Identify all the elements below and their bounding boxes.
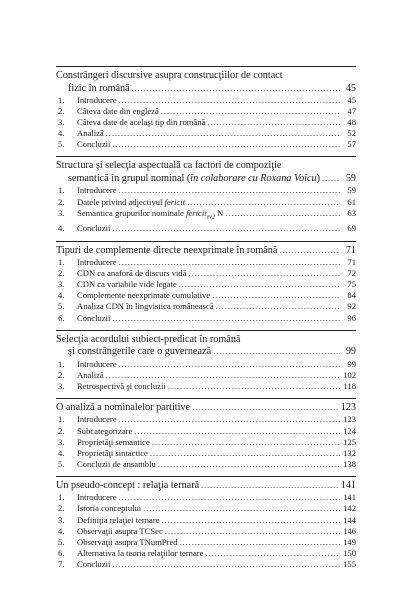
- entry-label: Alternativa la teoria relaţiilor ternare: [77, 547, 204, 558]
- toc-entry: [56, 268, 356, 279]
- entry-number: 6.: [58, 312, 65, 323]
- entry-page-number: 144: [343, 514, 356, 525]
- entry-label: Concluzii: [77, 139, 111, 150]
- toc-entry: [56, 95, 356, 106]
- entry-label-tail: N: [214, 207, 224, 218]
- toc-entry: [56, 128, 356, 139]
- section-title-line: [56, 160, 356, 173]
- entry-number: 3.: [58, 436, 65, 447]
- toc-entry: [56, 301, 356, 312]
- entry-label: Subcategorizare: [77, 425, 133, 436]
- entry-page-number: 57: [347, 139, 356, 150]
- entry-page-number: 124: [343, 425, 356, 436]
- entry-page-number: 92: [347, 301, 356, 312]
- dot-leader: [180, 537, 340, 548]
- dot-leader: [212, 290, 340, 301]
- dot-leader: [165, 526, 340, 537]
- entry-number: 1.: [58, 358, 65, 369]
- toc-entry: [56, 548, 356, 559]
- toc-entry: [56, 381, 356, 392]
- entry-number: 3.: [58, 207, 65, 218]
- entry-label-italic: fericit: [164, 196, 186, 207]
- section-title-italic: în colaborare cu Roxana Voicu: [190, 172, 317, 184]
- entry-page-number: 96: [347, 312, 356, 323]
- entry-number: 2.: [58, 425, 65, 436]
- dot-leader: [158, 459, 340, 470]
- entry-page-number: 102: [343, 369, 356, 380]
- entry-page-number: 47: [347, 106, 356, 117]
- dot-leader: [162, 515, 340, 526]
- dot-leader: [168, 381, 340, 392]
- section-divider: [56, 66, 356, 67]
- dot-leader: [225, 208, 340, 219]
- section-title-line: [56, 70, 356, 83]
- entry-label: Câteva date din engleză: [77, 106, 159, 117]
- toc-section: [56, 241, 356, 324]
- toc-entry: [56, 459, 356, 470]
- dot-leader: [143, 503, 340, 514]
- dot-leader: [179, 279, 340, 290]
- entry-label: Introducere: [77, 492, 117, 503]
- section-title-text: O analiză a nominalelor partitive: [56, 401, 191, 413]
- dot-leader: [119, 185, 340, 196]
- dot-leader: [106, 128, 340, 139]
- toc-entry: [56, 117, 356, 128]
- dot-leader: [279, 245, 340, 258]
- entry-label: Analiză: [77, 128, 104, 139]
- table-of-contents: [56, 66, 356, 576]
- entry-number: 1.: [58, 414, 65, 425]
- entry-page-number: 142: [343, 503, 356, 514]
- toc-section: [56, 330, 356, 392]
- toc-entry: [56, 515, 356, 526]
- entry-label-text: Semantica grupurilor nominale: [77, 207, 187, 218]
- entry-page-number: 59: [347, 185, 356, 196]
- section-title-text: semantică în grupul nominal (: [68, 172, 191, 184]
- entry-label: Observaţii asupra TNumPred: [77, 536, 178, 547]
- entry-number: 4.: [58, 128, 65, 139]
- dot-leader: [112, 559, 340, 570]
- entry-label: Concluzii: [77, 223, 111, 234]
- toc-entry: [56, 197, 356, 208]
- dot-leader: [189, 268, 340, 279]
- entry-number: 3.: [58, 117, 65, 128]
- entry-label: Analiza CDN în lingvistica românească: [77, 301, 214, 312]
- section-page-number: 45: [345, 82, 356, 94]
- entry-label: [71, 197, 185, 208]
- entry-page-number: 141: [343, 492, 356, 503]
- entry-number: 4.: [58, 447, 65, 458]
- section-title-text: fizic în română: [68, 82, 130, 94]
- entry-label: [71, 208, 223, 224]
- dot-leader: [201, 480, 339, 493]
- entry-label: Observaţii asupra TCSec: [77, 525, 163, 536]
- entry-number: 5.: [58, 536, 65, 547]
- toc-entry: [56, 559, 356, 570]
- entry-page-number: 150: [343, 547, 356, 558]
- entry-number: 5.: [58, 139, 65, 150]
- entry-label: Retrospectivă şi concluzii: [77, 380, 166, 391]
- entry-number: 2.: [58, 503, 65, 514]
- toc-entry: [56, 414, 356, 425]
- section-title-text: Tipuri de complemente directe neexprimate în română: [56, 244, 278, 256]
- entry-label: Analiză: [77, 369, 104, 380]
- entry-label: Istoria conceptului: [77, 503, 142, 514]
- entry-page-number: 146: [343, 525, 356, 536]
- entry-number: 7.: [58, 558, 65, 569]
- entry-number: 3.: [58, 380, 65, 391]
- toc-entry: [56, 279, 356, 290]
- dot-leader: [161, 106, 340, 117]
- entry-page-number: 149: [343, 536, 356, 547]
- dot-leader: [150, 448, 340, 459]
- entry-label-subscript: ev2: [206, 214, 215, 221]
- entry-page-number: 99: [347, 358, 356, 369]
- entry-label: Definiţia relaţiei ternare: [77, 514, 160, 525]
- dot-leader: [112, 223, 340, 234]
- dot-leader: [119, 95, 340, 106]
- entry-number: 5.: [58, 301, 65, 312]
- toc-entry: [56, 257, 356, 268]
- toc-entry: [56, 359, 356, 370]
- toc-entry: [56, 139, 356, 150]
- entry-page-number: 45: [347, 95, 356, 105]
- toc-entry: [56, 370, 356, 381]
- toc-entry: [56, 313, 356, 324]
- toc-section: [56, 476, 356, 570]
- entry-number: 2.: [58, 268, 65, 279]
- dot-leader: [119, 359, 340, 370]
- section-divider: [56, 398, 356, 399]
- entry-number: 1.: [58, 95, 65, 105]
- section-divider: [56, 241, 356, 242]
- dot-leader: [119, 257, 340, 268]
- entry-label: Concluzii: [77, 558, 111, 569]
- section-divider: [56, 156, 356, 157]
- toc-entry: [56, 426, 356, 437]
- entry-label: Introducere: [77, 95, 117, 105]
- entry-number: 2.: [58, 106, 65, 117]
- entry-page-number: 48: [347, 117, 356, 128]
- section-title-text: Selecţia acordului subiect-predicat în română: [56, 333, 241, 345]
- entry-label-italic: fericit: [186, 207, 207, 218]
- dot-leader: [213, 346, 340, 359]
- entry-page-number: 63: [347, 207, 356, 218]
- toc-entry: [56, 448, 356, 459]
- entry-page-number: 132: [343, 447, 356, 458]
- entry-page-number: 72: [347, 268, 356, 279]
- dot-leader: [322, 173, 340, 186]
- entry-number: 3.: [58, 279, 65, 290]
- toc-section: [56, 156, 356, 234]
- entry-page-number: 123: [343, 414, 356, 425]
- dot-leader: [132, 83, 340, 96]
- entry-page-number: 75: [347, 279, 356, 290]
- entry-label: Proprietăţi sintactice: [77, 447, 148, 458]
- toc-entry: [56, 492, 356, 503]
- section-page-number: 123: [340, 401, 356, 413]
- entry-number: 3.: [58, 514, 65, 525]
- entry-label: CDN ca variabile vide legate: [77, 279, 177, 290]
- section-title-line: [56, 334, 356, 347]
- section-title-text: Constrângeri discursive asupra construcţiilor de contact: [56, 70, 283, 81]
- entry-page-number: 118: [343, 380, 356, 391]
- toc-entry: [56, 223, 356, 234]
- section-title-text: Structura şi selecţia aspectuală ca factori de compoziţie: [56, 160, 282, 172]
- entry-label: Complemente neexprimate cumulative: [77, 290, 211, 301]
- section-page-number: 59: [345, 172, 356, 184]
- entry-page-number: 69: [347, 223, 356, 234]
- entry-number: 2.: [58, 196, 65, 207]
- entry-number: 5.: [58, 458, 65, 469]
- section-title-line: [56, 480, 356, 493]
- toc-section: [56, 398, 356, 470]
- entry-number: 4.: [58, 290, 65, 301]
- dot-leader: [119, 492, 340, 503]
- section-title-tail: ): [316, 172, 321, 184]
- entry-label: CDN ca anaforă de discurs vidă: [77, 268, 187, 279]
- toc-entry: [56, 290, 356, 301]
- dot-leader: [106, 370, 340, 381]
- entry-label: Concluzii de ansamblu: [77, 458, 156, 469]
- entry-page-number: 61: [347, 196, 356, 207]
- entry-label: Proprietăţi semantice: [77, 436, 150, 447]
- dot-leader: [112, 139, 340, 150]
- section-title-text: Un pseudo-concept : relaţia ternară: [56, 479, 200, 491]
- toc-entry: [56, 537, 356, 548]
- section-page-number: 71: [345, 244, 356, 256]
- entry-number: 1.: [58, 185, 65, 196]
- entry-number: 1.: [58, 257, 65, 268]
- entry-number: 4.: [58, 223, 65, 234]
- entry-page-number: 71: [347, 257, 356, 268]
- section-title-line: [56, 245, 356, 258]
- entry-page-number: 84: [347, 290, 356, 301]
- section-divider: [56, 330, 356, 331]
- section-title-line: [56, 83, 356, 96]
- section-page-number: 99: [345, 346, 356, 358]
- entry-number: 1.: [58, 492, 65, 503]
- toc-entry: [56, 503, 356, 514]
- dot-leader: [205, 548, 340, 559]
- entry-number: 2.: [58, 369, 65, 380]
- entry-label: Introducere: [77, 358, 117, 369]
- entry-label: Introducere: [77, 414, 117, 425]
- entry-number: 4.: [58, 525, 65, 536]
- toc-entry: [56, 437, 356, 448]
- toc-entry: [56, 185, 356, 196]
- entry-label: Concluzii: [77, 312, 111, 323]
- entry-number: 6.: [58, 547, 65, 558]
- toc-section: [56, 66, 356, 150]
- dot-leader: [192, 402, 339, 415]
- section-title-line: [56, 173, 356, 186]
- dot-leader: [216, 301, 340, 312]
- dot-leader: [134, 426, 340, 437]
- toc-entry: [56, 208, 356, 224]
- dot-leader: [152, 437, 340, 448]
- section-title-line: [56, 402, 356, 415]
- toc-entry: [56, 526, 356, 537]
- entry-label: Introducere: [77, 185, 117, 196]
- dot-leader: [112, 313, 340, 324]
- entry-page-number: 52: [347, 128, 356, 139]
- section-title-line: [56, 346, 356, 359]
- section-page-number: 141: [340, 479, 356, 491]
- dot-leader: [119, 414, 340, 425]
- dot-leader: [207, 117, 340, 128]
- entry-page-number: 125: [343, 436, 356, 447]
- section-divider: [56, 476, 356, 477]
- toc-entry: [56, 106, 356, 117]
- entry-page-number: 138: [343, 458, 356, 469]
- entry-label: Introducere: [77, 257, 117, 268]
- dot-leader: [187, 197, 340, 208]
- entry-label: Câteva date de acelaşi tip din română: [77, 117, 206, 128]
- entry-page-number: 155: [343, 558, 356, 569]
- entry-label-text: Datele privind adjectivul: [77, 196, 165, 207]
- section-title-text: şi constrângerile care o guvernează: [68, 346, 212, 358]
